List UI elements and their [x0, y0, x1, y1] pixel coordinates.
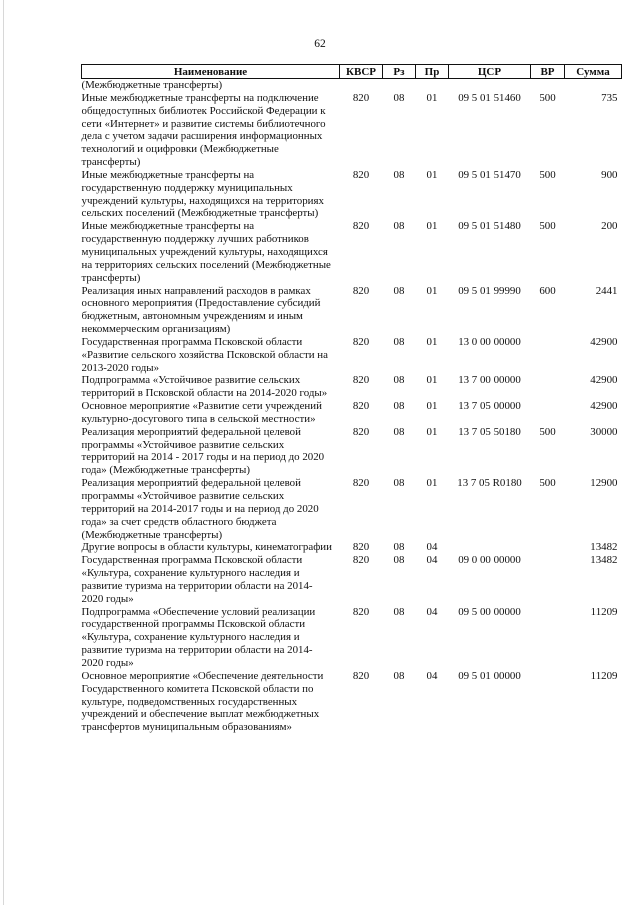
cell-name: Основное мероприятие «Развитие сети учреждений культурно-досугового типа в сельской местности»: [81, 400, 322, 425]
header-rz: Рз: [383, 65, 416, 79]
cell-name: Иные межбюджетные трансферты на государственную поддержку лучших работников муниципальных учреждений культуры, находящихся на территориях сельских поселений (Межбюджетные трансферты): [81, 220, 331, 284]
cell-vr: [531, 374, 565, 400]
cell-rz: 08: [393, 220, 405, 233]
table-row: [82, 400, 622, 426]
cell-name: Иные межбюджетные трансферты на государственную поддержку муниципальных учреждений культуры, находящихся на территориях сельских поселений (Межбюджетные трансферты): [81, 168, 324, 220]
table-row: [82, 169, 622, 220]
cell-kvsr: 820: [352, 425, 370, 438]
cell-kvsr: 820: [352, 220, 370, 233]
cell-sum: 2441: [595, 284, 618, 297]
cell-rz: 08: [393, 554, 405, 567]
header-kvsr: КВСР: [340, 65, 383, 79]
table-row: [82, 426, 622, 477]
cell-rz: [383, 79, 416, 92]
cell-kvsr: 820: [352, 284, 370, 297]
cell-kvsr: 820: [352, 669, 370, 682]
cell-rz: 08: [393, 168, 405, 181]
cell-sum: [565, 79, 622, 92]
cell-rz: 08: [393, 425, 405, 438]
table-row: [82, 554, 622, 605]
table-row: [82, 336, 622, 375]
cell-csr: 09 5 01 51460: [458, 91, 521, 104]
cell-name: Государственная программа Псковской области «Развитие сельского хозяйства Псковской области на 2013-2020 годы»: [81, 335, 328, 374]
cell-pr: 01: [426, 91, 438, 104]
cell-csr: [449, 541, 531, 554]
cell-sum: 30000: [590, 425, 618, 438]
page-number: 62: [314, 38, 326, 50]
cell-pr: 01: [426, 374, 438, 387]
budget-table: [81, 64, 622, 734]
cell-csr: 09 5 01 51480: [458, 220, 521, 233]
cell-csr: 13 7 00 00000: [458, 374, 521, 387]
cell-pr: 04: [426, 669, 438, 682]
cell-kvsr: 820: [352, 400, 370, 413]
cell-csr: 09 5 01 00000: [458, 669, 521, 682]
cell-kvsr: 820: [352, 477, 370, 490]
cell-pr: 01: [426, 425, 438, 438]
cell-name: Реализация иных направлений расходов в рамках основного мероприятия (Предоставление субсидий бюджетным, автономным учреждениям и иным некоммерческим организациям): [81, 284, 321, 336]
cell-sum: 900: [601, 168, 618, 181]
cell-vr: [531, 554, 565, 605]
cell-name: Другие вопросы в области культуры, кинематографии: [81, 541, 332, 554]
cell-kvsr: 820: [352, 91, 370, 104]
scan-edge-line: [3, 0, 4, 905]
table-row: [82, 477, 622, 541]
cell-vr: [531, 400, 565, 426]
cell-csr: 09 0 00 00000: [458, 554, 521, 567]
cell-vr: 500: [539, 425, 556, 438]
cell-kvsr: [340, 79, 383, 92]
cell-rz: 08: [393, 477, 405, 490]
cell-vr: 600: [539, 284, 556, 297]
cell-sum: 11209: [590, 605, 618, 618]
cell-name: Государственная программа Псковской области «Культура, сохранение культурного наследия и развитие туризма на территории области на 2014-2020 годы»: [81, 554, 313, 605]
table-row: [82, 606, 622, 670]
table-header-row: [82, 65, 622, 79]
cell-vr: [531, 79, 565, 92]
cell-pr: 04: [426, 554, 438, 567]
table-row: [82, 541, 622, 554]
cell-csr: 13 0 00 00000: [458, 335, 521, 348]
cell-csr: 13 7 05 00000: [458, 400, 521, 413]
cell-vr: [531, 336, 565, 375]
table-row: [82, 92, 622, 169]
cell-pr: 01: [426, 400, 438, 413]
cell-sum: 735: [601, 91, 618, 104]
cell-vr: [531, 670, 565, 734]
cell-rz: 08: [393, 335, 405, 348]
cell-vr: 500: [539, 168, 556, 181]
cell-sum: 13482: [590, 554, 618, 567]
cell-sum: 12900: [590, 477, 618, 490]
cell-sum: 13482: [590, 541, 618, 554]
cell-kvsr: 820: [352, 374, 370, 387]
cell-pr: 01: [426, 168, 438, 181]
cell-name: Реализация мероприятий федеральной целевой программы «Устойчивое развитие сельских территорий на 2014-2017 годы и на период до 2020 года» за счет средств областного бюджета (Межбюджетные трансферты): [81, 477, 319, 541]
cell-vr: 500: [539, 220, 556, 233]
cell-name: Подпрограмма «Устойчивое развитие сельских территорий в Псковской области на 2014-2020 годы»: [81, 374, 328, 400]
cell-pr: 01: [426, 335, 438, 348]
cell-pr: [416, 79, 449, 92]
cell-name: Реализация мероприятий федеральной целевой программы «Устойчивое развитие сельских территорий на 2014 - 2017 годы и на период до 2020 года» (Межбюджетные трансферты): [81, 425, 325, 477]
cell-name: (Межбюджетные трансферты): [81, 79, 223, 91]
cell-rz: 08: [393, 400, 405, 413]
header-name: Наименование: [82, 65, 340, 79]
cell-sum: 200: [601, 220, 618, 233]
cell-pr: 01: [426, 284, 438, 297]
cell-pr: 01: [426, 220, 438, 233]
cell-kvsr: 820: [352, 335, 370, 348]
cell-csr: 13 7 05 R0180: [457, 477, 522, 490]
cell-rz: 08: [393, 541, 405, 554]
cell-rz: 08: [393, 91, 405, 104]
cell-vr: 500: [539, 91, 556, 104]
header-csr: ЦСР: [449, 65, 531, 79]
cell-name: Иные межбюджетные трансферты на подключение общедоступных библиотек Российской Федерации к сети «Интернет» и развитие системы библиотечного дела с учетом задачи расширения информационных технологий и оцифровки (Межбюджетные трансферты): [81, 91, 326, 169]
cell-name: Подпрограмма «Обеспечение условий реализации государственной программы Псковской области «Культура, сохранение культурного наследия и развитие туризма на территории области на 2014-2020 годы»: [81, 605, 316, 669]
cell-kvsr: 820: [352, 554, 370, 567]
cell-sum: 11209: [590, 669, 618, 682]
cell-vr: 500: [539, 477, 556, 490]
cell-csr: 09 5 01 99990: [458, 284, 521, 297]
table-row: [82, 220, 622, 284]
cell-kvsr: 820: [352, 605, 370, 618]
table-row: [82, 670, 622, 734]
cell-kvsr: 820: [352, 168, 370, 181]
cell-sum: 42900: [590, 335, 618, 348]
cell-sum: 42900: [590, 400, 618, 413]
header-pr: Пр: [416, 65, 449, 79]
table-row: [82, 79, 622, 92]
cell-csr: 09 5 00 00000: [458, 605, 521, 618]
cell-pr: 04: [426, 541, 438, 554]
cell-vr: [531, 541, 565, 554]
table-row: [82, 285, 622, 336]
cell-rz: 08: [393, 669, 405, 682]
cell-pr: 04: [426, 605, 438, 618]
header-sum: Сумма: [565, 65, 622, 79]
cell-csr: [449, 79, 531, 92]
cell-csr: 13 7 05 50180: [458, 425, 521, 438]
cell-rz: 08: [393, 284, 405, 297]
cell-csr: 09 5 01 51470: [458, 168, 521, 181]
cell-sum: 42900: [590, 374, 618, 387]
cell-pr: 01: [426, 477, 438, 490]
cell-name: Основное мероприятие «Обеспечение деятельности Государственного комитета Псковской области по культуре, подведомственных государственных учреждений и обеспечение выплат межбюджетных трансфертов муниципальным образованиям»: [81, 669, 324, 734]
cell-vr: [531, 606, 565, 670]
header-vr: ВР: [531, 65, 565, 79]
cell-kvsr: 820: [352, 541, 370, 554]
cell-rz: 08: [393, 374, 405, 387]
table-row: [82, 374, 622, 400]
cell-rz: 08: [393, 605, 405, 618]
